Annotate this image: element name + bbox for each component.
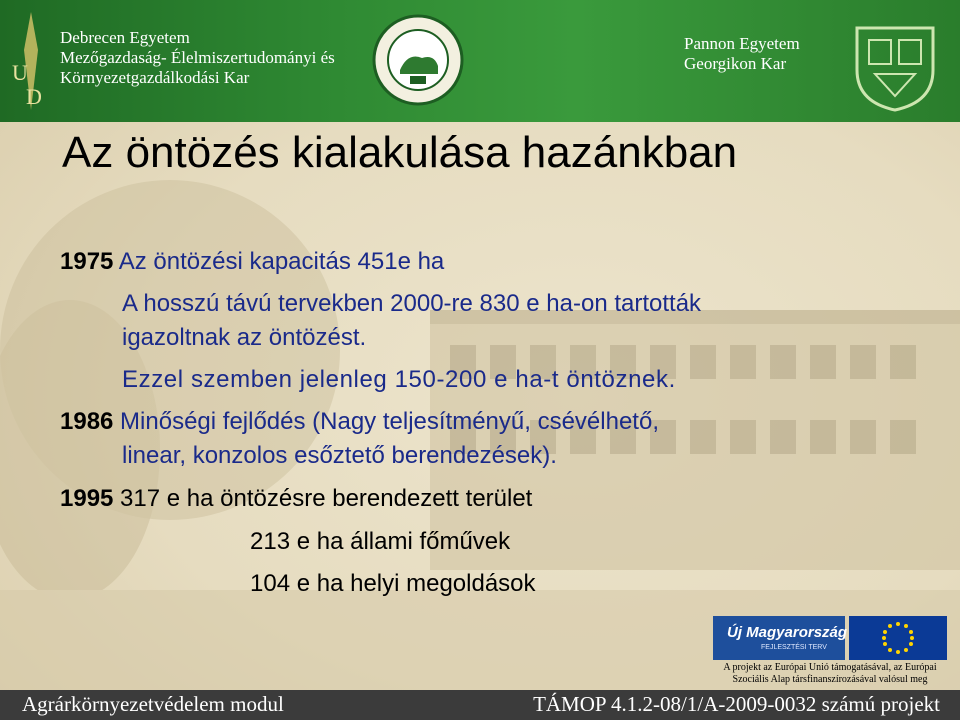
header-right-text [684, 34, 800, 74]
eu-flag-icon [849, 616, 947, 660]
line-text: 317 e ha öntözésre berendezett terület [113, 485, 533, 512]
header-left-text [60, 28, 335, 88]
content-line: linear, konzolos esőztető berendezések). [122, 442, 557, 469]
footer-bar [0, 690, 960, 720]
logo-subtext: FEJLESZTÉSI TERV [761, 644, 827, 651]
header-left-line: Mezőgazdaság- Élelmiszertudományi és [60, 48, 335, 67]
footer-project-id: TÁMOP 4.1.2-08/1/A-2009-0032 számú projekt [533, 692, 940, 716]
slide-title: Az öntözés kialakulása hazánkban [62, 128, 738, 177]
line-text: Minőségi fejlődés (Nagy teljesítményű, csévélhető, [113, 408, 659, 435]
header-right-line: Pannon Egyetem [684, 34, 800, 53]
uj-magyarorszag-logo [713, 616, 848, 660]
year-label: 1975 [60, 248, 114, 275]
year-label: 1986 [60, 408, 114, 435]
pannon-university-crest-logo [845, 10, 945, 114]
university-debrecen-logo [8, 10, 54, 114]
content-line: igazoltnak az öntözést. [122, 324, 367, 351]
eu-funding-text [713, 662, 947, 686]
logo-text: Új Magyarország [727, 624, 848, 641]
content-line-1986 [60, 408, 659, 436]
background-building-photo [0, 120, 960, 690]
content-line: Ezzel szemben jelenleg 150-200 e ha-t öntöznek. [122, 366, 676, 393]
faculty-seal-logo [372, 14, 464, 106]
line-text: Az öntözési kapacitás 451e ha [113, 248, 445, 275]
content-line: 104 e ha helyi megoldások [250, 570, 536, 597]
svg-text:U: U [12, 60, 28, 85]
eu-funding-notice [713, 616, 947, 692]
footer-module-name: Agrárkörnyezetvédelem modul [22, 692, 284, 716]
svg-text:D: D [26, 84, 42, 109]
header-band [0, 0, 960, 122]
year-label: 1995 [60, 485, 114, 512]
content-line-1995 [60, 485, 532, 513]
content-line-1975 [60, 248, 444, 276]
header-right-line: Georgikon Kar [684, 54, 787, 73]
header-left-line: Debrecen Egyetem [60, 28, 190, 47]
eu-text-line: A projekt az Európai Unió támogatásával, az Európai [723, 662, 937, 673]
eu-text-line: Szociális Alap társfinanszírozásával valósul meg [732, 674, 928, 685]
content-line: 213 e ha állami főművek [250, 528, 511, 555]
header-left-line: Környezetgazdálkodási Kar [60, 68, 250, 87]
content-line: A hosszú távú tervekben 2000-re 830 e ha-on tartották [122, 290, 702, 317]
